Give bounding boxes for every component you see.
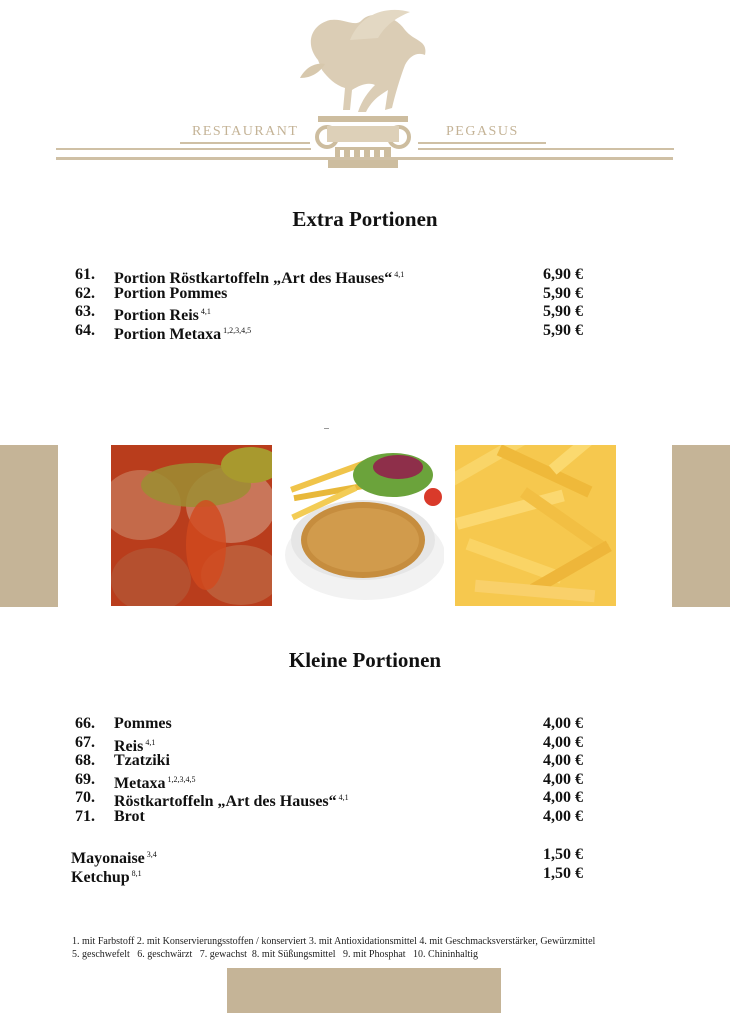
item-number: 67. <box>75 733 95 751</box>
extra-portionen-list <box>0 266 730 343</box>
section-title-kleine-portionen: Kleine Portionen <box>288 648 442 672</box>
item-name: Portion Pommes <box>114 284 228 302</box>
item-name: Ketchup $^{8,1}$ <box>71 868 142 886</box>
item-price: 5,90 € <box>543 284 583 302</box>
item-number: 71. <box>75 807 95 825</box>
item-price: 4,00 € <box>543 752 583 769</box>
item-number: 66. <box>75 715 95 732</box>
item-price: 1,50 € <box>543 846 583 863</box>
item-name: Röstkartoffeln „Art des Hauses“ $^{4,1}$ <box>114 793 349 810</box>
header-word-pegasus: PEGASUS <box>446 124 519 139</box>
allergen-codes: 1,2,3,4,5 <box>223 325 252 335</box>
item-name: Brot <box>114 807 145 825</box>
restaurant-header <box>0 0 730 175</box>
item-number: 61. <box>75 266 95 283</box>
kleine-portionen-list <box>0 715 730 826</box>
item-price: 6,90 € <box>543 266 583 283</box>
footnote-line-2: 5. geschwefelt 6. geschwärzt 7. gewachst 8. mit Süßungsmittel 9. mit Phosphat 10. Chininhaltig <box>72 948 479 960</box>
menu-item <box>0 752 730 771</box>
allergen-codes: 1,2,3,4,5 <box>167 774 196 784</box>
item-name: Portion Reis $^{4,1}$ <box>114 307 211 324</box>
menu-item <box>0 266 730 285</box>
item-name: Tzatziki <box>114 752 170 769</box>
currywurst-photo <box>111 445 272 606</box>
menu-item <box>0 303 730 322</box>
section-title-extra-portionen: Extra Portionen <box>292 207 438 231</box>
menu-item <box>0 734 730 753</box>
footnote-line-1: 1. mit Farbstoff 2. mit Konservierungsstoffen / konserviert 3. mit Antioxidationsmittel 4. mit Geschmacksverstärker, Gewürzmittel <box>72 936 596 947</box>
item-number: 70. <box>75 789 95 806</box>
item-price: 5,90 € <box>543 321 583 339</box>
item-price: 4,00 € <box>543 770 583 788</box>
item-number: 62. <box>75 284 95 302</box>
divider-mark <box>324 428 329 429</box>
item-name: Portion Metaxa $^{1,2,3,4,5}$ <box>114 325 252 343</box>
schnitzel-fries-salad-photo <box>283 445 444 606</box>
menu-item <box>0 771 730 790</box>
item-number: 69. <box>75 770 95 788</box>
item-name: Metaxa $^{1,2,3,4,5}$ <box>114 774 196 792</box>
item-name: Reis $^{4,1}$ <box>114 737 156 755</box>
item-price: 4,00 € <box>543 807 583 825</box>
item-price: 4,00 € <box>543 715 583 732</box>
item-number: 64. <box>75 321 95 339</box>
allergen-codes: 4,1 <box>338 793 349 802</box>
allergen-codes: 8,1 <box>131 868 142 878</box>
item-price: 4,00 € <box>543 789 583 806</box>
allergen-codes: 4,1 <box>200 307 211 316</box>
item-name: Mayonaise $^{3,4}$ <box>71 850 157 867</box>
menu-item <box>0 808 730 827</box>
allergen-footnotes <box>72 936 595 961</box>
menu-item <box>0 789 730 808</box>
item-name: Pommes <box>114 715 172 732</box>
allergen-codes: 4,1 <box>394 270 405 279</box>
french-fries-photo <box>455 445 616 606</box>
pegasus-column-logo <box>0 0 730 175</box>
menu-item <box>0 715 730 734</box>
item-price: 5,90 € <box>543 303 583 320</box>
item-number: 63. <box>75 303 95 320</box>
item-name: Portion Röstkartoffeln „Art des Hauses“ $^{4,1}$ <box>114 270 405 287</box>
decorative-footer-bar <box>227 968 501 1013</box>
menu-item <box>0 865 730 884</box>
menu-item <box>0 322 730 341</box>
decorative-side-block-right <box>672 445 730 607</box>
menu-item <box>0 846 730 865</box>
allergen-codes: 3,4 <box>146 850 157 859</box>
sauces-list <box>0 846 730 886</box>
allergen-codes: 4,1 <box>145 737 156 747</box>
header-word-restaurant: RESTAURANT <box>192 124 299 139</box>
item-price: 1,50 € <box>543 864 583 882</box>
item-price: 4,00 € <box>543 733 583 751</box>
item-number: 68. <box>75 752 95 769</box>
menu-item <box>0 285 730 304</box>
decorative-side-block-left <box>0 445 58 607</box>
